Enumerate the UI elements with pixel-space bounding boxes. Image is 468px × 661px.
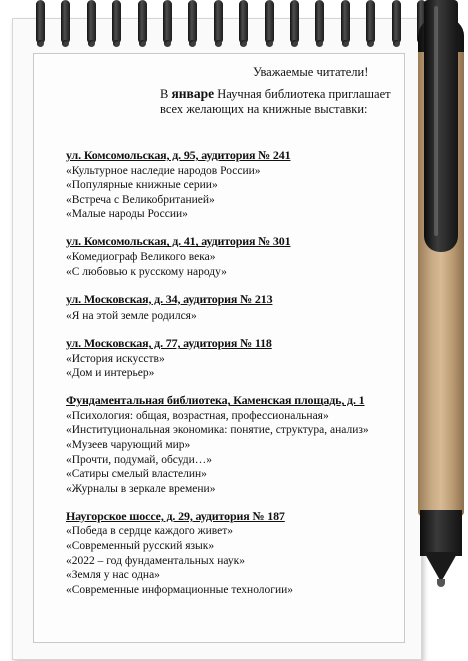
exhibition-section [66, 393, 416, 496]
exhibition-title: «Журналы в зеркале времени» [66, 482, 216, 495]
exhibition-title: «Музеев чарующий мир» [66, 439, 191, 452]
section-address: ул. Комсомольская, д. 41, аудитория № 301 [66, 234, 291, 249]
greeting: Уважаемые читатели! [253, 65, 369, 79]
exhibition-title: «Встреча с Великобританией» [66, 193, 215, 206]
spiral-coil [265, 0, 274, 44]
exhibition-section [66, 292, 416, 324]
exhibition-title: «Современный русский язык» [66, 540, 215, 553]
exhibition-title: «История искусств» [66, 352, 165, 365]
pen-point [437, 579, 445, 587]
intro-prefix: В [160, 87, 169, 101]
binding-hole [393, 40, 400, 47]
exhibition-section [66, 509, 416, 598]
pen-clip [424, 0, 458, 252]
exhibition-title: «Дом и интерьер» [66, 367, 155, 380]
binding-hole [291, 40, 298, 47]
exhibition-section [66, 336, 416, 381]
pen-grip [420, 510, 462, 556]
spiral-coil [61, 0, 70, 44]
intro-body: Научная библиотека приглашает всех желающих на книжные выставки: [160, 87, 391, 116]
exhibition-title: «2022 – год фундаментальных наук» [66, 554, 246, 567]
exhibition-title: «Культурное наследие народов России» [66, 164, 261, 177]
binding-hole [215, 40, 222, 47]
intro-text [160, 86, 410, 117]
intro-month: январе [171, 86, 215, 101]
exhibition-title: «Малые народы России» [66, 208, 188, 221]
binding-hole [88, 40, 95, 47]
section-address: ул. Московская, д. 77, аудитория № 118 [66, 336, 272, 351]
spiral-coil [87, 0, 96, 44]
section-address: ул. Комсомольская, д. 95, аудитория № 241 [66, 148, 291, 162]
binding-hole [139, 40, 146, 47]
spiral-coil [239, 0, 248, 44]
exhibition-title: «Земля у нас одна» [66, 569, 160, 582]
exhibitions-list [66, 148, 416, 610]
spiral-coil [214, 0, 223, 44]
spiral-coil [315, 0, 324, 44]
pen-tip [424, 552, 458, 582]
spiral-coil [341, 0, 350, 44]
binding-hole [37, 40, 44, 47]
binding-hole [342, 40, 349, 47]
section-address: Наугорское шоссе, д. 29, аудитория № 187 [66, 508, 285, 523]
binding-hole [164, 40, 171, 47]
exhibition-section [66, 148, 416, 222]
exhibition-title: «Популярные книжные серии» [66, 179, 218, 192]
spiral-coil [36, 0, 45, 44]
exhibition-title: «Психология: общая, возрастная, профессиональная» [66, 409, 329, 422]
exhibition-title: «Современные информационные технологии» [66, 583, 294, 596]
exhibition-title: «Я на этой земле родился» [66, 310, 197, 323]
spiral-coil [392, 0, 401, 44]
spiral-coil [188, 0, 197, 44]
section-address: ул. Московская, д. 34, аудитория № 213 [66, 291, 273, 306]
exhibition-title: «Прочти, подумай, обсуди…» [66, 453, 213, 466]
exhibition-title: «Победа в сердце каждого живет» [66, 525, 233, 538]
section-address: Фундаментальная библиотека, Каменская площадь, д. 1 [66, 393, 365, 408]
spiral-coil [366, 0, 375, 44]
binding-hole [266, 40, 273, 47]
exhibition-section [66, 234, 416, 279]
exhibition-title: «С любовью к русскому народу» [66, 265, 227, 278]
spiral-coil [290, 0, 299, 44]
spiral-coil [163, 0, 172, 44]
spiral-coil [112, 0, 121, 44]
spiral-coil [138, 0, 147, 44]
exhibition-title: «Комедиограф Великого века» [66, 250, 216, 263]
exhibition-title: «Сатиры смелый властелин» [66, 468, 207, 481]
exhibition-title: «Институциональная экономика: понятие, структура, анализ» [66, 424, 369, 437]
pen-clip-highlight [434, 6, 438, 236]
